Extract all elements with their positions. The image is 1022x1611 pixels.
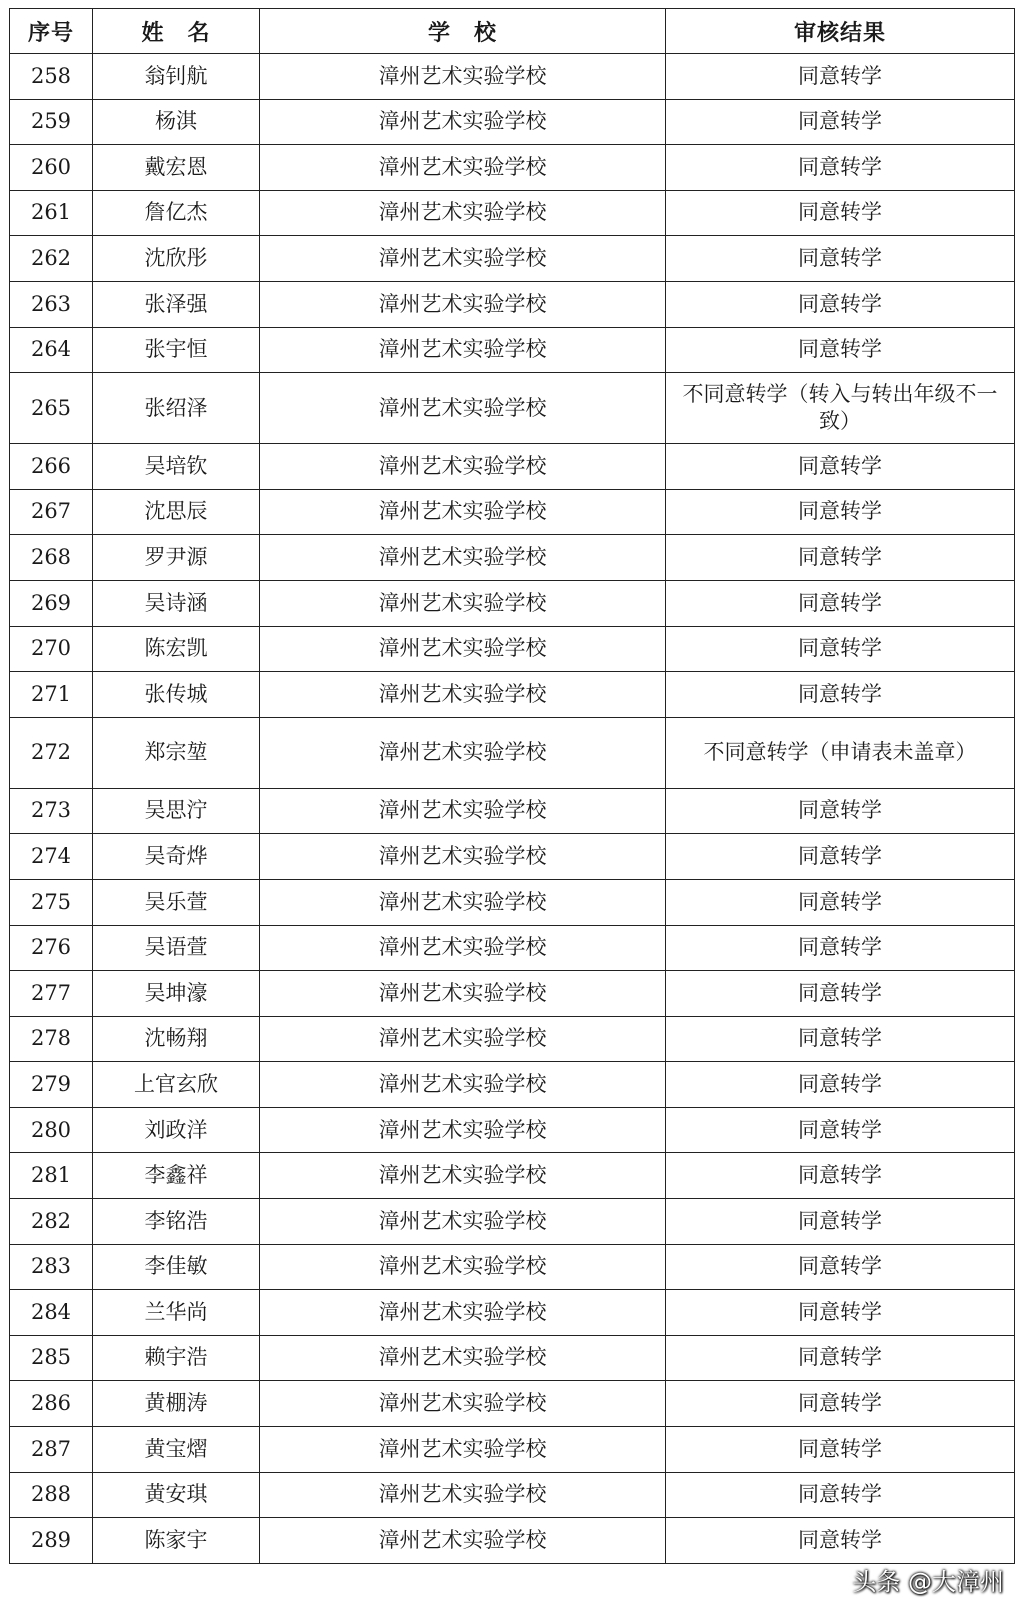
table-row xyxy=(10,1427,1015,1473)
row-number: 286 xyxy=(10,1381,93,1427)
row-number: 266 xyxy=(10,444,93,490)
school-name: 漳州艺术实验学校 xyxy=(260,834,666,880)
school-name: 漳州艺术实验学校 xyxy=(260,190,666,236)
school-name: 漳州艺术实验学校 xyxy=(260,281,666,327)
student-name: 黄棚涛 xyxy=(93,1381,260,1427)
table-row xyxy=(10,54,1015,100)
row-number: 282 xyxy=(10,1199,93,1245)
school-name: 漳州艺术实验学校 xyxy=(260,54,666,100)
student-name: 张绍泽 xyxy=(93,373,260,444)
row-number: 260 xyxy=(10,145,93,191)
transfer-review-document xyxy=(9,8,1014,1604)
row-number: 273 xyxy=(10,788,93,834)
school-name: 漳州艺术实验学校 xyxy=(260,236,666,282)
student-name: 陈宏凯 xyxy=(93,626,260,672)
row-number: 262 xyxy=(10,236,93,282)
table-row xyxy=(10,717,1015,788)
row-number: 259 xyxy=(10,99,93,145)
table-row xyxy=(10,444,1015,490)
student-name: 黄安琪 xyxy=(93,1472,260,1518)
school-name: 漳州艺术实验学校 xyxy=(260,1518,666,1564)
student-name: 沈思辰 xyxy=(93,489,260,535)
table-row xyxy=(10,879,1015,925)
review-result: 同意转学 xyxy=(666,788,1015,834)
table-body xyxy=(10,54,1015,1564)
review-result: 同意转学 xyxy=(666,444,1015,490)
row-number: 276 xyxy=(10,925,93,971)
school-name: 漳州艺术实验学校 xyxy=(260,626,666,672)
school-name: 漳州艺术实验学校 xyxy=(260,925,666,971)
row-number: 274 xyxy=(10,834,93,880)
table-row xyxy=(10,190,1015,236)
header-number: 序号 xyxy=(10,9,93,54)
table-row xyxy=(10,1290,1015,1336)
school-name: 漳州艺术实验学校 xyxy=(260,717,666,788)
review-result: 同意转学 xyxy=(666,99,1015,145)
student-name: 沈欣彤 xyxy=(93,236,260,282)
table-row xyxy=(10,1244,1015,1290)
school-name: 漳州艺术实验学校 xyxy=(260,1016,666,1062)
student-name: 黄宝熠 xyxy=(93,1427,260,1473)
row-number: 278 xyxy=(10,1016,93,1062)
school-name: 漳州艺术实验学校 xyxy=(260,580,666,626)
student-name: 杨淇 xyxy=(93,99,260,145)
table-row xyxy=(10,1153,1015,1199)
student-name: 赖宇浩 xyxy=(93,1335,260,1381)
student-name: 吴语萱 xyxy=(93,925,260,971)
review-result: 同意转学 xyxy=(666,1335,1015,1381)
row-number: 269 xyxy=(10,580,93,626)
row-number: 277 xyxy=(10,971,93,1017)
student-name: 吴诗涵 xyxy=(93,580,260,626)
row-number: 288 xyxy=(10,1472,93,1518)
review-result: 同意转学 xyxy=(666,327,1015,373)
table-row xyxy=(10,535,1015,581)
table-row xyxy=(10,1062,1015,1108)
school-name: 漳州艺术实验学校 xyxy=(260,1427,666,1473)
table-row xyxy=(10,788,1015,834)
school-name: 漳州艺术实验学校 xyxy=(260,1062,666,1108)
row-number: 275 xyxy=(10,879,93,925)
review-result: 不同意转学（申请表未盖章） xyxy=(666,717,1015,788)
review-result: 同意转学 xyxy=(666,1518,1015,1564)
table-row xyxy=(10,373,1015,444)
school-name: 漳州艺术实验学校 xyxy=(260,489,666,535)
table-row xyxy=(10,327,1015,373)
review-result: 不同意转学（转入与转出年级不一致） xyxy=(666,373,1015,444)
row-number: 289 xyxy=(10,1518,93,1564)
student-name: 郑宗堃 xyxy=(93,717,260,788)
school-name: 漳州艺术实验学校 xyxy=(260,99,666,145)
table-row xyxy=(10,1107,1015,1153)
table-header-row xyxy=(10,9,1015,54)
row-number: 279 xyxy=(10,1062,93,1108)
student-name: 刘政洋 xyxy=(93,1107,260,1153)
student-name: 吴思泞 xyxy=(93,788,260,834)
header-result: 审核结果 xyxy=(666,9,1015,54)
review-result: 同意转学 xyxy=(666,54,1015,100)
school-name: 漳州艺术实验学校 xyxy=(260,879,666,925)
table-row xyxy=(10,1472,1015,1518)
table-row xyxy=(10,1199,1015,1245)
student-name: 上官玄欣 xyxy=(93,1062,260,1108)
table-row xyxy=(10,99,1015,145)
row-number: 280 xyxy=(10,1107,93,1153)
student-name: 陈家宇 xyxy=(93,1518,260,1564)
row-number: 270 xyxy=(10,626,93,672)
row-number: 268 xyxy=(10,535,93,581)
row-number: 281 xyxy=(10,1153,93,1199)
row-number: 258 xyxy=(10,54,93,100)
school-name: 漳州艺术实验学校 xyxy=(260,1244,666,1290)
school-name: 漳州艺术实验学校 xyxy=(260,373,666,444)
student-name: 张宇恒 xyxy=(93,327,260,373)
review-result: 同意转学 xyxy=(666,1381,1015,1427)
table-row xyxy=(10,925,1015,971)
table-row xyxy=(10,672,1015,718)
school-name: 漳州艺术实验学校 xyxy=(260,145,666,191)
review-result: 同意转学 xyxy=(666,1244,1015,1290)
review-result: 同意转学 xyxy=(666,580,1015,626)
review-result: 同意转学 xyxy=(666,236,1015,282)
school-name: 漳州艺术实验学校 xyxy=(260,1472,666,1518)
watermark: 头条 @大漳州 xyxy=(852,1568,1004,1596)
row-number: 261 xyxy=(10,190,93,236)
header-name: 姓 名 xyxy=(93,9,260,54)
review-result: 同意转学 xyxy=(666,1016,1015,1062)
row-number: 271 xyxy=(10,672,93,718)
row-number: 283 xyxy=(10,1244,93,1290)
row-number: 287 xyxy=(10,1427,93,1473)
school-name: 漳州艺术实验学校 xyxy=(260,1199,666,1245)
review-result: 同意转学 xyxy=(666,489,1015,535)
row-number: 265 xyxy=(10,373,93,444)
review-result: 同意转学 xyxy=(666,1472,1015,1518)
review-result: 同意转学 xyxy=(666,1153,1015,1199)
review-result: 同意转学 xyxy=(666,971,1015,1017)
student-name: 吴坤濠 xyxy=(93,971,260,1017)
review-result: 同意转学 xyxy=(666,1427,1015,1473)
student-name: 沈畅翔 xyxy=(93,1016,260,1062)
school-name: 漳州艺术实验学校 xyxy=(260,535,666,581)
school-name: 漳州艺术实验学校 xyxy=(260,1107,666,1153)
student-name: 翁钊航 xyxy=(93,54,260,100)
table-row xyxy=(10,1016,1015,1062)
student-name: 吴乐萱 xyxy=(93,879,260,925)
school-name: 漳州艺术实验学校 xyxy=(260,788,666,834)
review-result: 同意转学 xyxy=(666,1107,1015,1153)
table-row xyxy=(10,489,1015,535)
school-name: 漳州艺术实验学校 xyxy=(260,971,666,1017)
school-name: 漳州艺术实验学校 xyxy=(260,672,666,718)
table-row xyxy=(10,1335,1015,1381)
table-row xyxy=(10,834,1015,880)
student-name: 李铭浩 xyxy=(93,1199,260,1245)
student-name: 吴奇烨 xyxy=(93,834,260,880)
student-name: 罗尹源 xyxy=(93,535,260,581)
student-name: 李佳敏 xyxy=(93,1244,260,1290)
row-number: 272 xyxy=(10,717,93,788)
header-school: 学 校 xyxy=(260,9,666,54)
table-row xyxy=(10,580,1015,626)
review-result: 同意转学 xyxy=(666,1062,1015,1108)
table-row xyxy=(10,281,1015,327)
row-number: 284 xyxy=(10,1290,93,1336)
review-result: 同意转学 xyxy=(666,626,1015,672)
school-name: 漳州艺术实验学校 xyxy=(260,327,666,373)
student-name: 张泽强 xyxy=(93,281,260,327)
row-number: 267 xyxy=(10,489,93,535)
review-result: 同意转学 xyxy=(666,1199,1015,1245)
student-name: 詹亿杰 xyxy=(93,190,260,236)
student-name: 戴宏恩 xyxy=(93,145,260,191)
row-number: 285 xyxy=(10,1335,93,1381)
review-result: 同意转学 xyxy=(666,672,1015,718)
table-row xyxy=(10,1518,1015,1564)
table-row xyxy=(10,971,1015,1017)
review-result: 同意转学 xyxy=(666,925,1015,971)
school-name: 漳州艺术实验学校 xyxy=(260,1290,666,1336)
review-result: 同意转学 xyxy=(666,190,1015,236)
school-name: 漳州艺术实验学校 xyxy=(260,444,666,490)
student-name: 李鑫祥 xyxy=(93,1153,260,1199)
review-result: 同意转学 xyxy=(666,535,1015,581)
table-row xyxy=(10,236,1015,282)
row-number: 264 xyxy=(10,327,93,373)
table-row xyxy=(10,1381,1015,1427)
review-result: 同意转学 xyxy=(666,879,1015,925)
student-name: 兰华尚 xyxy=(93,1290,260,1336)
review-result: 同意转学 xyxy=(666,1290,1015,1336)
school-name: 漳州艺术实验学校 xyxy=(260,1335,666,1381)
row-number: 263 xyxy=(10,281,93,327)
transfer-review-table xyxy=(9,8,1015,1564)
review-result: 同意转学 xyxy=(666,281,1015,327)
school-name: 漳州艺术实验学校 xyxy=(260,1153,666,1199)
school-name: 漳州艺术实验学校 xyxy=(260,1381,666,1427)
review-result: 同意转学 xyxy=(666,145,1015,191)
table-row xyxy=(10,626,1015,672)
student-name: 吴培钦 xyxy=(93,444,260,490)
table-row xyxy=(10,145,1015,191)
student-name: 张传城 xyxy=(93,672,260,718)
review-result: 同意转学 xyxy=(666,834,1015,880)
